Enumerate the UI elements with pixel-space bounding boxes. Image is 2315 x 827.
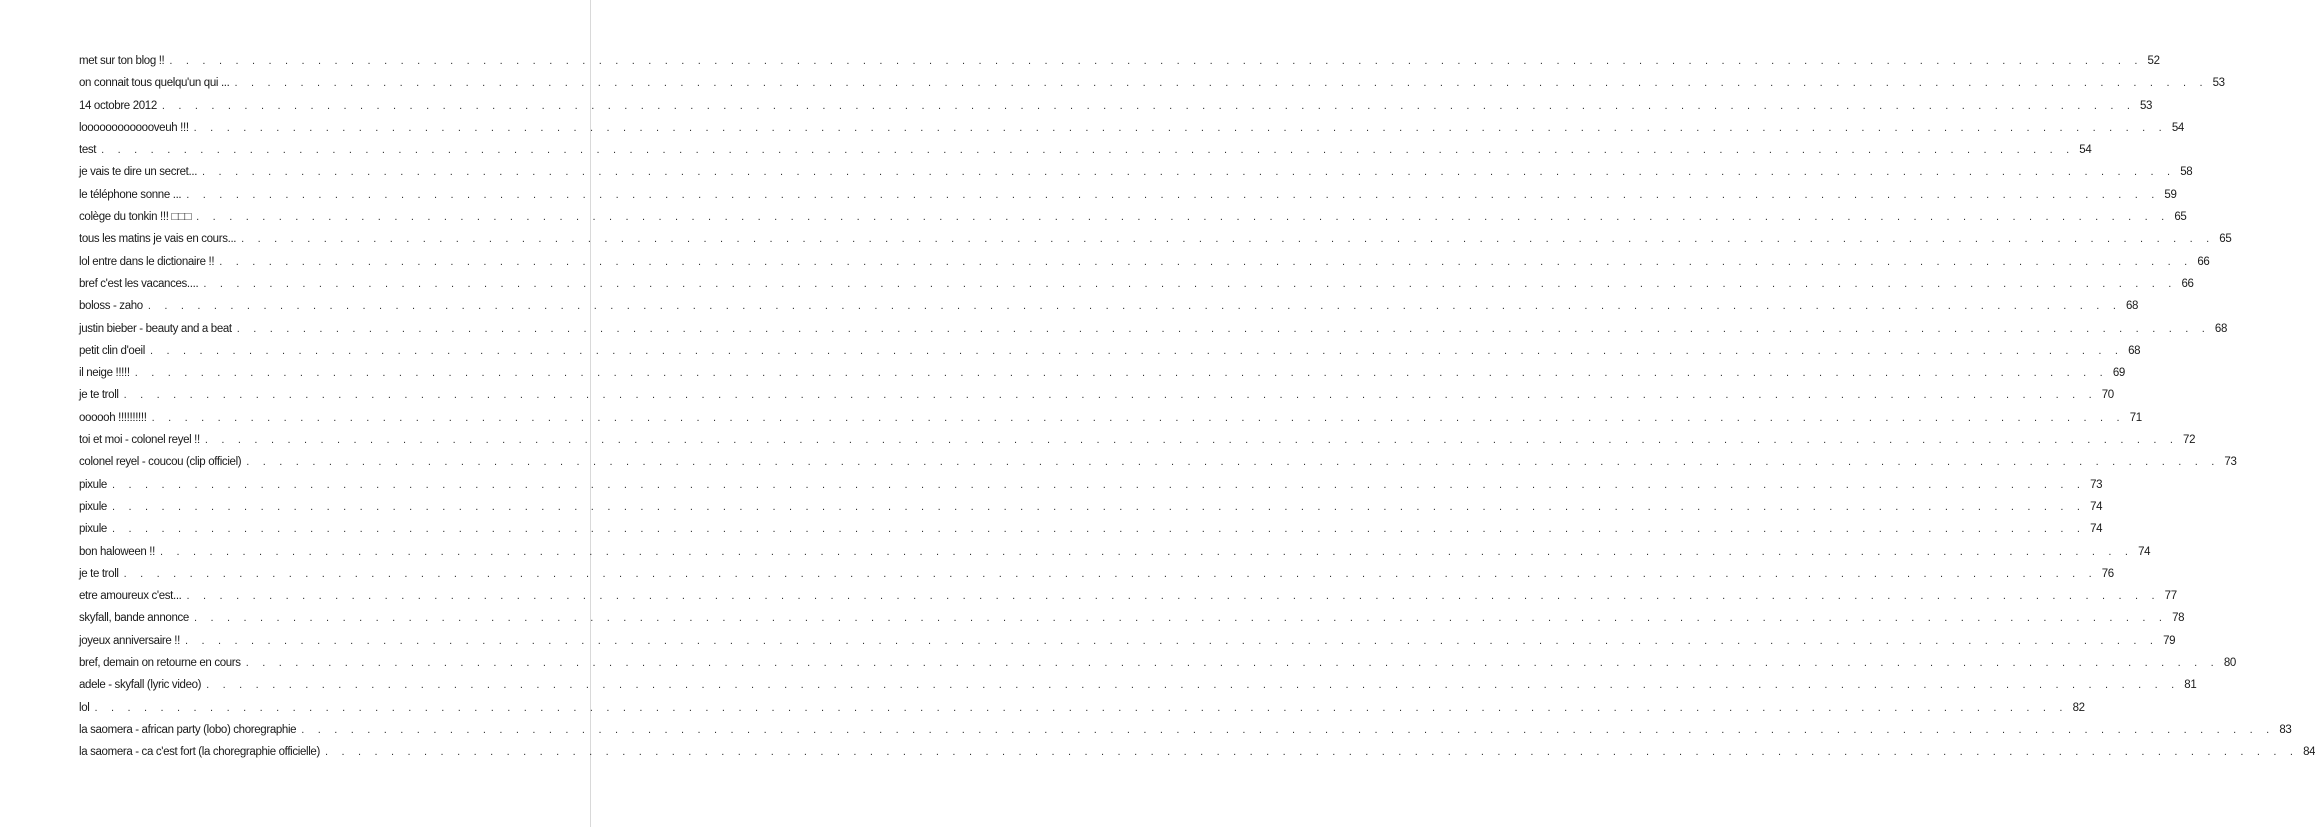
toc-entry[interactable] — [79, 166, 2193, 188]
toc-entry[interactable] — [79, 55, 2160, 77]
toc-entry-page-number: 74 — [2090, 500, 2103, 513]
toc-entry-title: lol entre dans le dictionaire !! — [79, 255, 215, 268]
dot-leader: . . . . . . . . . . . . . . . . . . . . . . . . . . . . . . . . . . . . . . . . . . . . . . . . . . . . . . . . . . . . . . . . . . . . . . . . . . . . . . . . . . . . . . . . . . . . . . . . . . . . . . . . . . . . . . . . . . . . . . . . — [147, 300, 2122, 313]
toc-entry-page-number: 72 — [2183, 434, 2196, 447]
dot-leader: . . . . . . . . . . . . . . . . . . . . . . . . . . . . . . . . . . . . . . . . . . . . . . . . . . . . . . . . . . . . . . . . . . . . . . . . . . . . . . . . . . . . . . . . . . . . . . . . . . . . . . . . . . . . . . . . . . . . . . . . — [186, 188, 2160, 201]
dot-leader: . . . . . . . . . . . . . . . . . . . . . . . . . . . . . . . . . . . . . . . . . . . . . . . . . . . . . . . . . . . . . . . . . . . . . . . . . . . . . . . . . . . . . . . . . . . . . . . . . . . . . . . . . . . . . . . . . . . . . . . . — [241, 233, 2215, 246]
toc-entry-page-number: 84 — [2303, 746, 2315, 759]
dot-leader: . . . . . . . . . . . . . . . . . . . . . . . . . . . . . . . . . . . . . . . . . . . . . . . . . . . . . . . . . . . . . . . . . . . . . . . . . . . . . . . . . . . . . . . . . . . . . . . . . . . . . . . . . . . . . . . . . . . . . . . . — [301, 723, 2275, 736]
toc-entry-title: la saomera - ca c'est fort (la choregraphie officielle) — [79, 746, 320, 759]
dot-leader: . . . . . . . . . . . . . . . . . . . . . . . . . . . . . . . . . . . . . . . . . . . . . . . . . . . . . . . . . . . . . . . . . . . . . . . . . . . . . . . . . . . . . . . . . . . . . . . . . . . . . . . . . . . . . . . . . . . . . . . . — [186, 590, 2160, 603]
toc-entry-page-number: 65 — [2219, 233, 2232, 246]
dot-leader: . . . . . . . . . . . . . . . . . . . . . . . . . . . . . . . . . . . . . . . . . . . . . . . . . . . . . . . . . . . . . . . . . . . . . . . . . . . . . . . . . . . . . . . . . . . . . . . . . . . . . . . . . . . . . . . . . . . . . . . . — [193, 612, 2168, 625]
toc-entry[interactable] — [79, 456, 2237, 478]
toc-entry-page-number: 70 — [2101, 389, 2114, 402]
toc-entry-title: colège du tonkin !!! □□□ — [79, 211, 192, 224]
dot-leader: . . . . . . . . . . . . . . . . . . . . . . . . . . . . . . . . . . . . . . . . . . . . . . . . . . . . . . . . . . . . . . . . . . . . . . . . . . . . . . . . . . . . . . . . . . . . . . . . . . . . . . . . . . . . . . . . . . . . . . . . — [324, 746, 2299, 759]
toc-entry-title: colonel reyel - coucou (clip officiel) — [79, 456, 242, 469]
toc-entry-page-number: 59 — [2164, 188, 2177, 201]
dot-leader: . . . . . . . . . . . . . . . . . . . . . . . . . . . . . . . . . . . . . . . . . . . . . . . . . . . . . . . . . . . . . . . . . . . . . . . . . . . . . . . . . . . . . . . . . . . . . . . . . . . . . . . . . . . . . . . . . . . . . . . . — [151, 411, 2125, 424]
toc-entry-page-number: 81 — [2184, 679, 2197, 692]
toc-entry-title: lol — [79, 701, 90, 714]
dot-leader: . . . . . . . . . . . . . . . . . . . . . . . . . . . . . . . . . . . . . . . . . . . . . . . . . . . . . . . . . . . . . . . . . . . . . . . . . . . . . . . . . . . . . . . . . . . . . . . . . . . . . . . . . . . . . . . . . . . . . . . . — [206, 679, 2180, 692]
toc-entry-title: bon haloween !! — [79, 545, 155, 558]
dot-leader: . . . . . . . . . . . . . . . . . . . . . . . . . . . . . . . . . . . . . . . . . . . . . . . . . . . . . . . . . . . . . . . . . . . . . . . . . . . . . . . . . . . . . . . . . . . . . . . . . . . . . . . . . . . . . . . . . . . . . . . . — [94, 701, 2068, 714]
toc-entry-page-number: 74 — [2138, 545, 2151, 558]
dot-leader: . . . . . . . . . . . . . . . . . . . . . . . . . . . . . . . . . . . . . . . . . . . . . . . . . . . . . . . . . . . . . . . . . . . . . . . . . . . . . . . . . . . . . . . . . . . . . . . . . . . . . . . . . . . . . . . . . . . . . . . . — [193, 121, 2167, 134]
toc-entry-page-number: 68 — [2214, 322, 2227, 335]
toc-entry[interactable] — [79, 411, 2142, 434]
dot-leader: . . . . . . . . . . . . . . . . . . . . . . . . . . . . . . . . . . . . . . . . . . . . . . . . . . . . . . . . . . . . . . . . . . . . . . . . . . . . . . . . . . . . . . . . . . . . . . . . . . . . . . . . . . . . . . . . . . . . . . . . — [196, 211, 2170, 224]
toc-entry[interactable] — [79, 612, 2185, 634]
dot-leader: . . . . . . . . . . . . . . . . . . . . . . . . . . . . . . . . . . . . . . . . . . . . . . . . . . . . . . . . . . . . . . . . . . . . . . . . . . . . . . . . . . . . . . . . . . . . . . . . . . . . . . . . . . . . . . . . . . . . . . . . — [246, 456, 2220, 469]
toc-entry[interactable] — [79, 590, 2177, 612]
toc-entry-title: toi et moi - colonel reyel !! — [79, 434, 200, 447]
toc-entry-title: justin bieber - beauty and a beat — [79, 322, 232, 335]
dot-leader: . . . . . . . . . . . . . . . . . . . . . . . . . . . . . . . . . . . . . . . . . . . . . . . . . . . . . . . . . . . . . . . . . . . . . . . . . . . . . . . . . . . . . . . . . . . . . . . . . . . . . . . . . . . . . . . . . . . . . . . . — [161, 99, 2136, 112]
dot-leader: . . . . . . . . . . . . . . . . . . . . . . . . . . . . . . . . . . . . . . . . . . . . . . . . . . . . . . . . . . . . . . . . . . . . . . . . . . . . . . . . . . . . . . . . . . . . . . . . . . . . . . . . . . . . . . . . . . . . . . . . — [219, 255, 2193, 268]
toc-entry[interactable] — [79, 746, 2315, 768]
toc-entry-title: bref c'est les vacances.... — [79, 277, 199, 290]
toc-entry-page-number: 73 — [2224, 456, 2237, 469]
toc-entry-page-number: 79 — [2163, 634, 2176, 647]
toc-entry-page-number: 78 — [2172, 612, 2185, 625]
toc-entry[interactable] — [79, 99, 2153, 122]
dot-leader: . . . . . . . . . . . . . . . . . . . . . . . . . . . . . . . . . . . . . . . . . . . . . . . . . . . . . . . . . . . . . . . . . . . . . . . . . . . . . . . . . . . . . . . . . . . . . . . . . . . . . . . . . . . . . . . . . . . . . . . . — [111, 478, 2086, 491]
toc-entry-title: oooooh !!!!!!!!!! — [79, 411, 147, 424]
toc-entry-title: tous les matins je vais en cours... — [79, 233, 237, 246]
toc-entry-title: je te troll — [79, 567, 119, 580]
toc-entry[interactable] — [79, 233, 2232, 255]
toc-entry-title: pixule — [79, 523, 107, 536]
toc-entry-page-number: 58 — [2180, 166, 2193, 179]
toc-entry-title: je te troll — [79, 389, 119, 402]
toc-entry[interactable] — [79, 277, 2194, 300]
toc-entry-page-number: 65 — [2174, 211, 2187, 224]
toc-entry-title: pixule — [79, 500, 107, 513]
toc-entry-title: la saomera - african party (lobo) choregraphie — [79, 723, 297, 736]
toc-entry[interactable] — [79, 188, 2177, 211]
toc-entry-page-number: 66 — [2181, 277, 2194, 290]
dot-leader: . . . . . . . . . . . . . . . . . . . . . . . . . . . . . . . . . . . . . . . . . . . . . . . . . . . . . . . . . . . . . . . . . . . . . . . . . . . . . . . . . . . . . . . . . . . . . . . . . . . . . . . . . . . . . . . . . . . . . . . . — [111, 500, 2086, 513]
toc-entry-title: met sur ton blog !! — [79, 55, 165, 67]
toc-entry-title: skyfall, bande annonce — [79, 612, 189, 625]
toc-entry[interactable] — [79, 367, 2125, 389]
dot-leader: . . . . . . . . . . . . . . . . . . . . . . . . . . . . . . . . . . . . . . . . . . . . . . . . . . . . . . . . . . . . . . . . . . . . . . . . . . . . . . . . . . . . . . . . . . . . . . . . . . . . . . . . . . . . . . . . . . . . . . . . — [159, 545, 2134, 558]
dot-leader: . . . . . . . . . . . . . . . . . . . . . . . . . . . . . . . . . . . . . . . . . . . . . . . . . . . . . . . . . . . . . . . . . . . . . . . . . . . . . . . . . . . . . . . . . . . . . . . . . . . . . . . . . . . . . . . . . . . . . . . . — [184, 634, 2159, 647]
toc-entry[interactable] — [79, 77, 2225, 99]
dot-leader: . . . . . . . . . . . . . . . . . . . . . . . . . . . . . . . . . . . . . . . . . . . . . . . . . . . . . . . . . . . . . . . . . . . . . . . . . . . . . . . . . . . . . . . . . . . . . . . . . . . . . . . . . . . . . . . . . . . . . . . . — [204, 434, 2179, 447]
toc-entry-title: looooooooooooveuh !!! — [79, 121, 189, 134]
toc-entry-page-number: 68 — [2126, 300, 2139, 313]
toc-entry-page-number: 69 — [2112, 367, 2125, 380]
toc-entry-title: on connait tous quelqu'un qui ... — [79, 77, 230, 90]
toc-entry[interactable] — [79, 121, 2184, 144]
dot-leader: . . . . . . . . . . . . . . . . . . . . . . . . . . . . . . . . . . . . . . . . . . . . . . . . . . . . . . . . . . . . . . . . . . . . . . . . . . . . . . . . . . . . . . . . . . . . . . . . . . . . . . . . . . . . . . . . . . . . . . . . — [111, 523, 2086, 536]
toc-entry-title: adele - skyfall (lyric video) — [79, 679, 202, 692]
toc-entry-title: test — [79, 144, 97, 157]
toc-entry-page-number: 52 — [2147, 55, 2160, 67]
toc-entry-title: pixule — [79, 478, 107, 491]
toc-entry-page-number: 80 — [2223, 657, 2236, 670]
toc-entry[interactable] — [79, 545, 2151, 568]
toc-entry[interactable] — [79, 523, 2103, 545]
toc-entry-title: le téléphone sonne ... — [79, 188, 182, 201]
toc-entry-page-number: 73 — [2090, 478, 2103, 491]
toc-entry[interactable] — [79, 389, 2114, 411]
toc-entry[interactable] — [79, 701, 2085, 724]
toc-entry-title: 14 octobre 2012 — [79, 99, 157, 112]
toc-entry[interactable] — [79, 211, 2187, 233]
toc-entry[interactable] — [79, 255, 2210, 278]
toc-entry-title: il neige !!!!! — [79, 367, 130, 380]
toc-entry-title: bref, demain on retourne en cours — [79, 657, 241, 670]
dot-leader: . . . . . . . . . . . . . . . . . . . . . . . . . . . . . . . . . . . . . . . . . . . . . . . . . . . . . . . . . . . . . . . . . . . . . . . . . . . . . . . . . . . . . . . . . . . . . . . . . . . . . . . . . . . . . . . . . . . . . . . . — [123, 389, 2097, 402]
dot-leader: . . . . . . . . . . . . . . . . . . . . . . . . . . . . . . . . . . . . . . . . . . . . . . . . . . . . . . . . . . . . . . . . . . . . . . . . . . . . . . . . . . . . . . . . . . . . . . . . . . . . . . . . . . . . . . . . . . . . . . . . — [234, 77, 2208, 90]
toc-entry[interactable] — [79, 322, 2227, 345]
toc-entry-page-number: 74 — [2090, 523, 2103, 536]
toc-entry-page-number: 76 — [2101, 567, 2114, 580]
dot-leader: . . . . . . . . . . . . . . . . . . . . . . . . . . . . . . . . . . . . . . . . . . . . . . . . . . . . . . . . . . . . . . . . . . . . . . . . . . . . . . . . . . . . . . . . . . . . . . . . . . . . . . . . . . . . . . . . . . . . . . . . — [134, 367, 2108, 380]
dot-leader: . . . . . . . . . . . . . . . . . . . . . . . . . . . . . . . . . . . . . . . . . . . . . . . . . . . . . . . . . . . . . . . . . . . . . . . . . . . . . . . . . . . . . . . . . . . . . . . . . . . . . . . . . . . . . . . . . . . . . . . . — [245, 657, 2219, 670]
toc-entry[interactable] — [79, 500, 2103, 523]
toc-entry[interactable] — [79, 723, 2292, 746]
toc-entry[interactable] — [79, 567, 2114, 590]
toc-entry[interactable] — [79, 634, 2176, 657]
toc-entry-page-number: 83 — [2279, 723, 2292, 736]
toc-entry-page-number: 53 — [2212, 77, 2225, 90]
dot-leader: . . . . . . . . . . . . . . . . . . . . . . . . . . . . . . . . . . . . . . . . . . . . . . . . . . . . . . . . . . . . . . . . . . . . . . . . . . . . . . . . . . . . . . . . . . . . . . . . . . . . . . . . . . . . . . . . . . . . . . . . — [123, 567, 2097, 580]
toc-entry-page-number: 77 — [2164, 590, 2177, 603]
table-of-contents — [79, 55, 2315, 769]
toc-entry[interactable] — [79, 679, 2197, 701]
toc-entry[interactable] — [79, 434, 2196, 456]
toc-entry-page-number: 54 — [2079, 144, 2092, 157]
toc-entry-title: etre amoureux c'est... — [79, 590, 182, 603]
toc-entry-title: boloss - zaho — [79, 300, 143, 313]
dot-leader: . . . . . . . . . . . . . . . . . . . . . . . . . . . . . . . . . . . . . . . . . . . . . . . . . . . . . . . . . . . . . . . . . . . . . . . . . . . . . . . . . . . . . . . . . . . . . . . . . . . . . . . . . . . . . . . . . . . . . . . . — [149, 344, 2124, 357]
toc-entry-page-number: 82 — [2072, 701, 2085, 714]
toc-entry[interactable] — [79, 478, 2103, 501]
toc-entry-title: je vais te dire un secret... — [79, 166, 198, 179]
toc-entry-title: petit clin d'oeil — [79, 344, 145, 357]
toc-entry-title: joyeux anniversaire !! — [79, 634, 180, 647]
toc-entry[interactable] — [79, 300, 2139, 322]
toc-entry[interactable] — [79, 657, 2236, 679]
dot-leader: . . . . . . . . . . . . . . . . . . . . . . . . . . . . . . . . . . . . . . . . . . . . . . . . . . . . . . . . . . . . . . . . . . . . . . . . . . . . . . . . . . . . . . . . . . . . . . . . . . . . . . . . . . . . . . . . . . . . . . . . — [203, 277, 2177, 290]
toc-entry-page-number: 54 — [2171, 121, 2184, 134]
toc-entry[interactable] — [79, 144, 2092, 166]
toc-entry-page-number: 68 — [2128, 344, 2141, 357]
toc-entry-page-number: 66 — [2197, 255, 2210, 268]
toc-entry-page-number: 53 — [2140, 99, 2153, 112]
toc-entry-page-number: 71 — [2129, 411, 2142, 424]
dot-leader: . . . . . . . . . . . . . . . . . . . . . . . . . . . . . . . . . . . . . . . . . . . . . . . . . . . . . . . . . . . . . . . . . . . . . . . . . . . . . . . . . . . . . . . . . . . . . . . . . . . . . . . . . . . . . . . . . . . . . . . . — [202, 166, 2176, 179]
dot-leader: . . . . . . . . . . . . . . . . . . . . . . . . . . . . . . . . . . . . . . . . . . . . . . . . . . . . . . . . . . . . . . . . . . . . . . . . . . . . . . . . . . . . . . . . . . . . . . . . . . . . . . . . . . . . . . . . . . . . . . . . — [236, 322, 2210, 335]
dot-leader: . . . . . . . . . . . . . . . . . . . . . . . . . . . . . . . . . . . . . . . . . . . . . . . . . . . . . . . . . . . . . . . . . . . . . . . . . . . . . . . . . . . . . . . . . . . . . . . . . . . . . . . . . . . . . . . . . . . . . . . . — [101, 144, 2075, 157]
toc-entry[interactable] — [79, 344, 2141, 367]
dot-leader: . . . . . . . . . . . . . . . . . . . . . . . . . . . . . . . . . . . . . . . . . . . . . . . . . . . . . . . . . . . . . . . . . . . . . . . . . . . . . . . . . . . . . . . . . . . . . . . . . . . . . . . . . . . . . . . . . . . . . . . . — [169, 55, 2143, 67]
